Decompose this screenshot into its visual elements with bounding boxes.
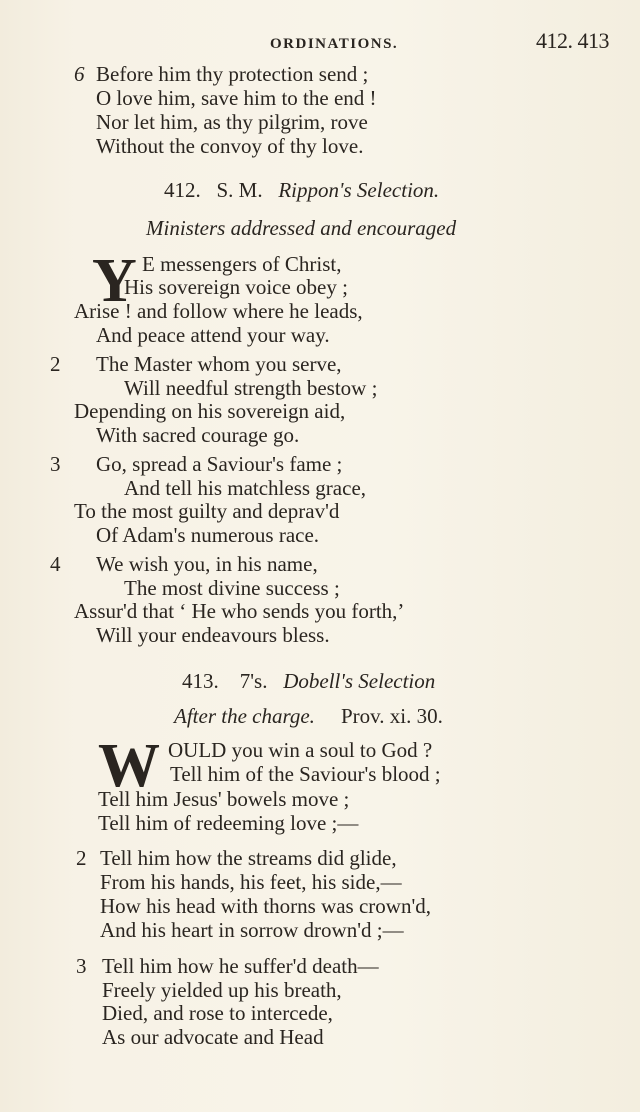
verse-line: Tell him how he suffer'd death—: [102, 954, 379, 978]
verse-line: How his head with thorns was crown'd,: [100, 894, 431, 918]
verse-line: Tell him of the Saviour's blood ;: [170, 762, 441, 786]
hymn-source: Rippon's Selection.: [278, 178, 440, 202]
hymn-meter: 7's.: [239, 669, 268, 693]
verse-line: Arise ! and follow where he leads,: [74, 299, 363, 323]
verse-line: To the most guilty and deprav'd: [74, 499, 340, 523]
hymn-subtitle: Ministers addressed and encouraged: [146, 216, 457, 240]
verse-line: Will your endeavours bless.: [96, 623, 330, 647]
verse-line: And peace attend your way.: [96, 323, 330, 347]
stanza-number: 6: [74, 62, 85, 86]
verse-line: And his heart in sorrow drown'd ;—: [100, 918, 404, 942]
verse-line: E messengers of Christ,: [142, 252, 342, 276]
stanza-number: 2: [76, 846, 87, 870]
verse-line: O love him, save him to the end !: [96, 86, 377, 110]
scripture-reference: Prov. xi. 30.: [340, 704, 443, 728]
verse-line: Tell him how the streams did glide,: [100, 846, 397, 870]
hymn-subtitle: After the charge.: [174, 704, 315, 728]
verse-line: Without the convoy of thy love.: [96, 134, 364, 158]
verse-line: And tell his matchless grace,: [124, 476, 367, 500]
verse-line: OULD you win a soul to God ?: [168, 738, 433, 762]
stanza-number: 2: [50, 352, 61, 376]
verse-line: Depending on his sovereign aid,: [74, 399, 346, 423]
hymn-meter: S. M.: [216, 178, 263, 202]
hymn-heading: [182, 671, 435, 692]
hymn-number: 412.: [164, 178, 201, 202]
stanza-number: 3: [76, 954, 87, 978]
verse-line: Nor let him, as thy pilgrim, rove: [96, 110, 368, 134]
stanza-number: 3: [50, 452, 61, 476]
verse-line: From his hands, his feet, his side,—: [100, 870, 402, 894]
hymn-source: Dobell's Selection: [283, 669, 436, 693]
verse-line: Tell him Jesus' bowels move ;: [98, 787, 350, 811]
verse-line: With sacred courage go.: [96, 423, 300, 447]
verse-line: Before him thy protection send ;: [96, 62, 369, 86]
hymn-subtitle-line: [174, 706, 443, 727]
verse-line: As our advocate and Head: [102, 1025, 324, 1049]
hymn-heading: [164, 180, 439, 201]
verse-line: Will needful strength bestow ;: [124, 376, 378, 400]
verse-line: Of Adam's numerous race.: [96, 523, 320, 547]
stanza-number: 4: [50, 552, 61, 576]
page-number: 412. 413: [536, 28, 609, 53]
drop-cap: Y: [92, 247, 137, 315]
verse-line: The most divine success ;: [124, 576, 340, 600]
verse-line: His sovereign voice obey ;: [124, 275, 348, 299]
verse-line: Tell him of redeeming love ;—: [98, 811, 359, 835]
verse-line: Assur'd that ‘ He who sends you forth,’: [74, 599, 405, 623]
verse-line: The Master whom you serve,: [96, 352, 342, 376]
verse-line: Died, and rose to intercede,: [102, 1001, 333, 1025]
verse-line: We wish you, in his name,: [96, 552, 318, 576]
hymn-number: 413.: [182, 669, 219, 693]
verse-line: Go, spread a Saviour's fame ;: [96, 452, 343, 476]
verse-line: Freely yielded up his breath,: [102, 978, 342, 1002]
drop-cap: W: [98, 732, 160, 800]
running-head: ORDINATIONS.: [270, 36, 399, 52]
